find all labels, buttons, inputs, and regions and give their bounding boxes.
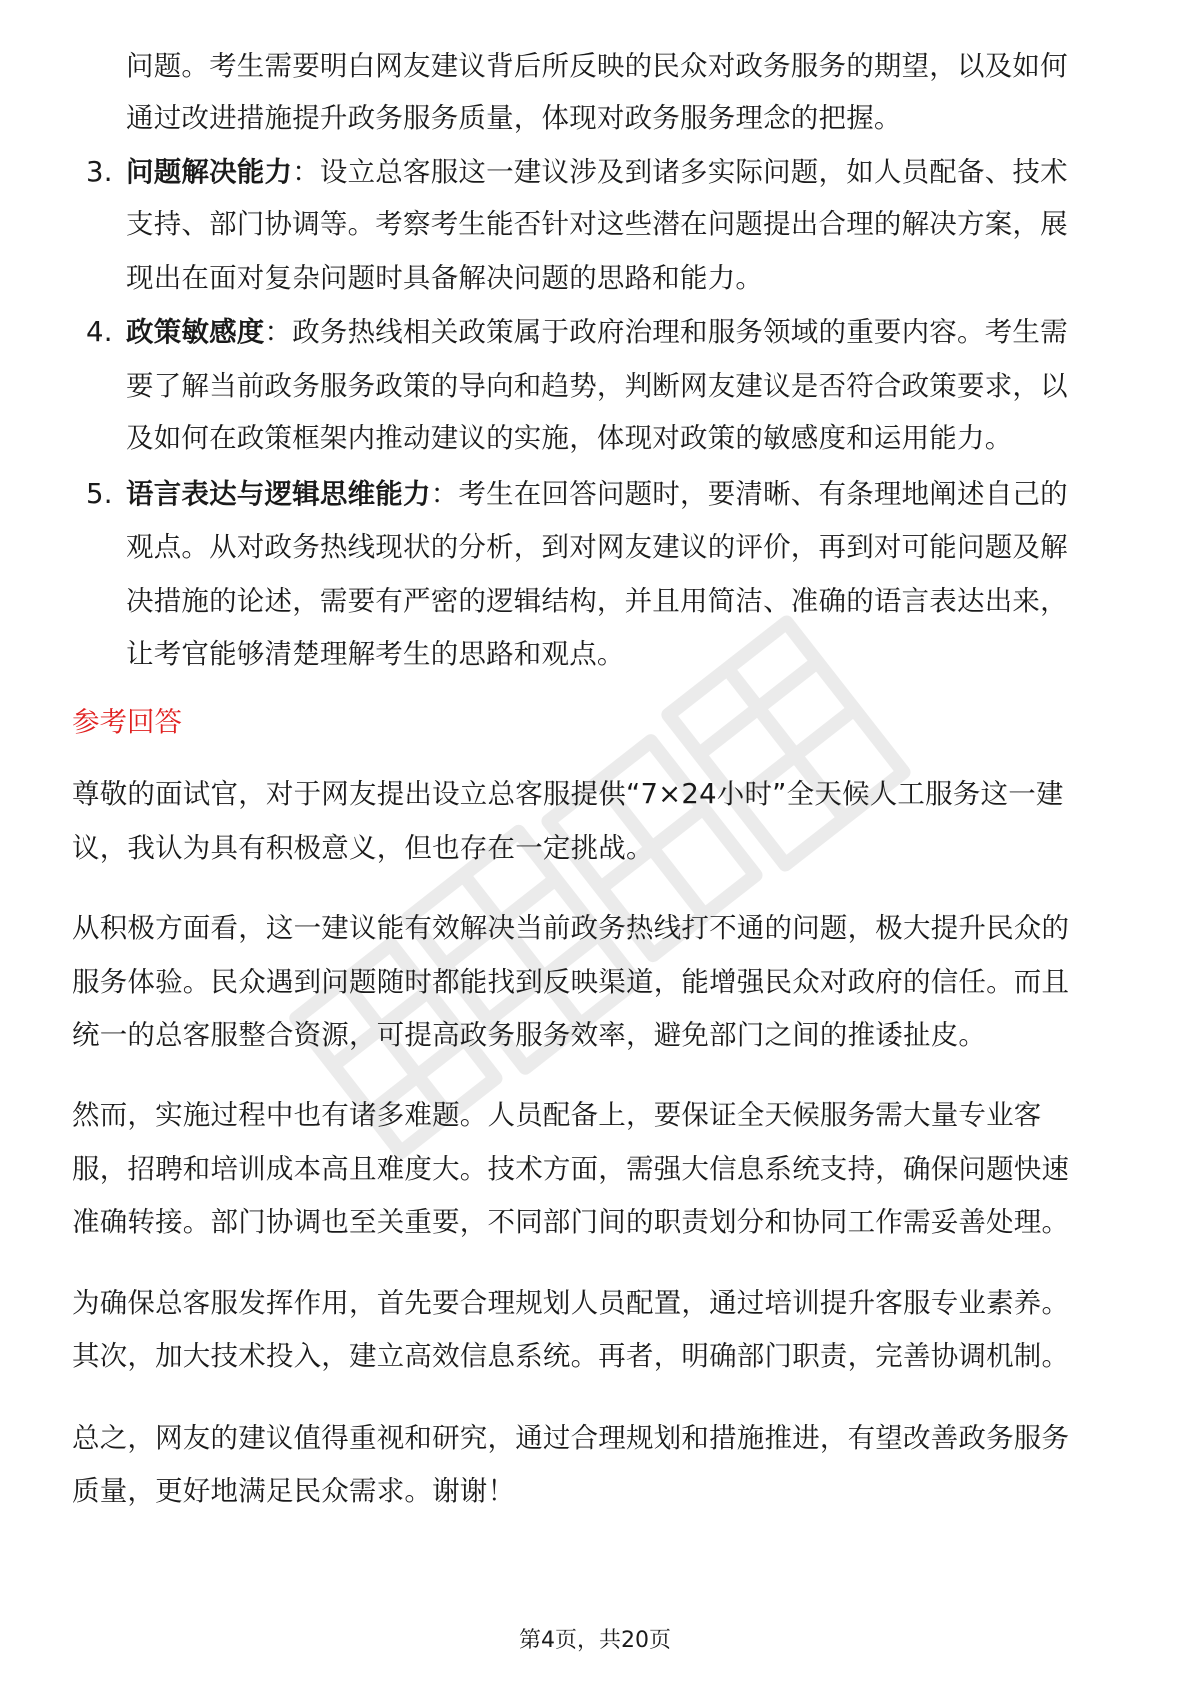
answer-p2-line-1: 从积极方面看，这一建议能有效解决当前政务热线打不通的问题，极大提升民众的 xyxy=(72,912,1070,944)
answer-p1-line-2: 议，我认为具有积极意义，但也存在一定挑战。 xyxy=(72,832,654,864)
answer-p5-line-1: 总之，网友的建议值得重视和研究，通过合理规划和措施推进，有望改善政务服务 xyxy=(72,1422,1070,1454)
item-3-number: 3. xyxy=(86,156,113,188)
item-3-line-3: 现出在面对复杂问题时具备解决问题的思路和能力。 xyxy=(126,262,764,294)
item-4-line-2: 要了解当前政务服务政策的导向和趋势，判断网友建议是否符合政策要求，以 xyxy=(126,370,1068,402)
item-5-number: 5. xyxy=(86,478,113,510)
item-2-line-2: 通过改进措施提升政务服务质量，体现对政务服务理念的把握。 xyxy=(126,102,902,134)
answer-p3-line-2: 服，招聘和培训成本高且难度大。技术方面，需强大信息系统支持，确保问题快速 xyxy=(72,1153,1070,1185)
item-4-number: 4. xyxy=(86,316,113,348)
item-5-line-4: 让考官能够清楚理解考生的思路和观点。 xyxy=(126,638,625,670)
item-3-line-1 xyxy=(126,152,1068,192)
answer-p4-line-2: 其次，加大技术投入，建立高效信息系统。再者，明确部门职责，完善协调机制。 xyxy=(72,1340,1070,1372)
item-5-title: 语言表达与逻辑思维能力 xyxy=(126,478,431,510)
answer-p3-line-3: 准确转接。部门协调也至关重要，不同部门间的职责划分和协同工作需妥善处理。 xyxy=(72,1206,1070,1238)
item-5-line-1 xyxy=(126,474,1068,514)
item-3-line-2: 支持、部门协调等。考察考生能否针对这些潜在问题提出合理的解决方案，展 xyxy=(126,208,1068,240)
item-3-text: ：设立总客服这一建议涉及到诸多实际问题，如人员配备、技术 xyxy=(292,156,1068,188)
answer-p1-line-1: 尊敬的面试官，对于网友提出设立总客服提供“7×24小时”全天候人工服务这一建 xyxy=(72,778,1064,810)
item-3-title: 问题解决能力 xyxy=(126,156,293,188)
item-4-text: ：政务热线相关政策属于政府治理和服务领域的重要内容。考生需 xyxy=(264,316,1068,348)
answer-p3-line-1: 然而，实施过程中也有诸多难题。人员配备上，要保证全天候服务需大量专业客 xyxy=(72,1099,1042,1131)
item-2-line-1: 问题。考生需要明白网友建议背后所反映的民众对政务服务的期望，以及如何 xyxy=(126,50,1068,82)
reference-answer-heading: 参考回答 xyxy=(72,706,182,738)
item-5-line-2: 观点。从对政务热线现状的分析，到对网友建议的评价，再到对可能问题及解 xyxy=(126,531,1068,563)
answer-p2-line-3: 统一的总客服整合资源，可提高政务服务效率，避免部门之间的推诿扯皮。 xyxy=(72,1019,987,1051)
item-5-line-3: 决措施的论述，需要有严密的逻辑结构，并且用简洁、准确的语言表达出来， xyxy=(126,585,1068,617)
answer-p2-line-2: 服务体验。民众遇到问题随时都能找到反映渠道，能增强民众对政府的信任。而且 xyxy=(72,966,1070,998)
page-number-footer: 第4页，共20页 xyxy=(519,1628,671,1653)
answer-p4-line-1: 为确保总客服发挥作用，首先要合理规划人员配置，通过培训提升客服专业素养。 xyxy=(72,1287,1070,1319)
item-4-title: 政策敏感度 xyxy=(126,316,265,348)
item-4-line-1 xyxy=(126,312,1068,352)
answer-p5-line-2: 质量，更好地满足民众需求。谢谢！ xyxy=(72,1475,516,1507)
item-4-line-3: 及如何在政策框架内推动建议的实施，体现对政策的敏感度和运用能力。 xyxy=(126,422,1013,454)
item-5-text: ：考生在回答问题时，要清晰、有条理地阐述自己的 xyxy=(430,478,1068,510)
